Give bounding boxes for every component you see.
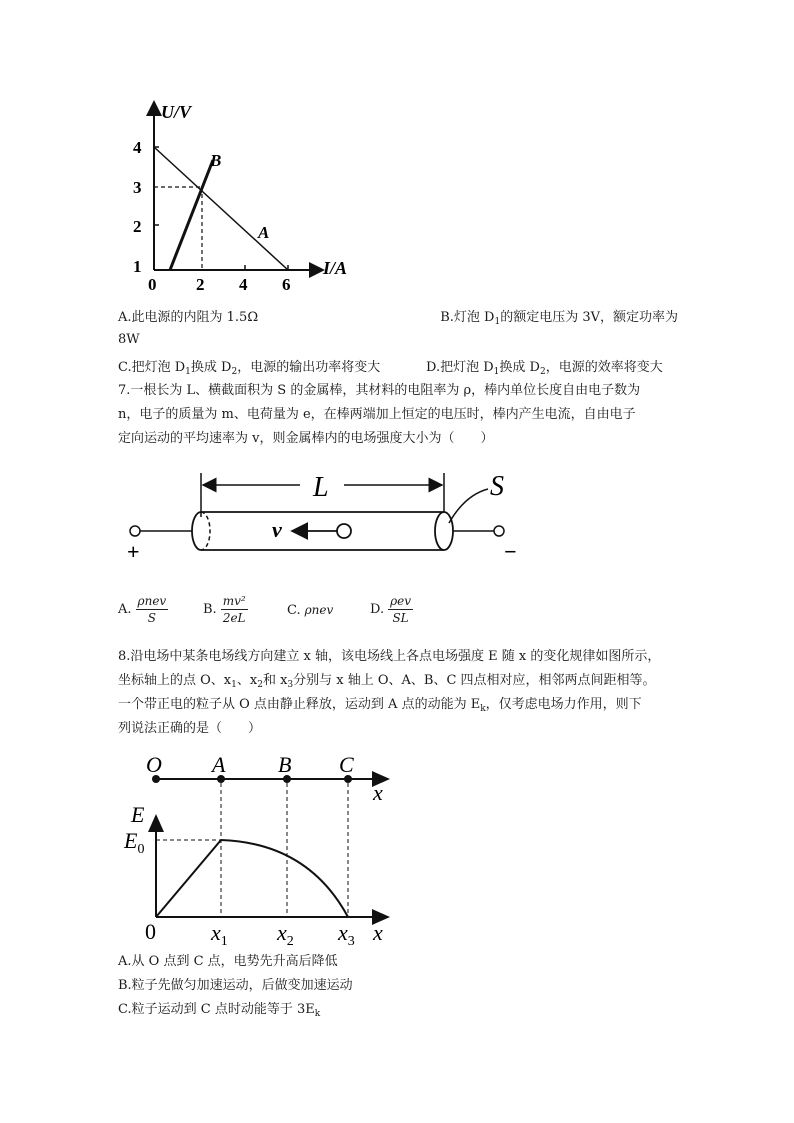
- label-S: S: [490, 471, 504, 502]
- label-L: L: [313, 472, 329, 503]
- label-A-top: A: [212, 752, 226, 777]
- label-E: E: [131, 802, 145, 827]
- terminal-negative: [494, 526, 504, 536]
- q7-option-c: C. ρnev: [287, 603, 334, 618]
- metal-rod-figure: [120, 465, 530, 565]
- label-origin: 0: [145, 919, 156, 944]
- q7-stem-line-2: n，电子的质量为 m、电荷量为 e，在棒两端加上恒定的电压时，棒内产生电流，自由电子: [118, 407, 636, 422]
- label-O: O: [146, 752, 162, 777]
- label-v: v: [272, 517, 282, 542]
- e-rising-segment: [156, 840, 221, 917]
- label-C-top: C: [339, 752, 354, 777]
- q6-option-c: C.把灯泡 $D_1$换成 $D_2$，电源的输出功率将变大: [118, 360, 381, 377]
- rod-left-end: [192, 512, 201, 550]
- label-plus: +: [127, 539, 140, 564]
- tick-x3: $x_3$: [338, 920, 355, 948]
- line-B: [170, 160, 213, 270]
- x-tick-0: 0: [148, 275, 157, 294]
- label-minus: −: [504, 539, 517, 564]
- electron: [337, 524, 351, 538]
- label-B-top: B: [278, 752, 292, 777]
- label-x-bottom: x: [373, 920, 383, 945]
- ui-graph-figure: [125, 96, 375, 296]
- q6-options-row-1: [118, 307, 678, 329]
- q8-stem-line-1: 8.沿电场中某条电场线方向建立 x 轴，该电场线上各点电场强度 E 随 x 的变化规律如图所示，: [118, 649, 661, 664]
- e-x-graph-figure: [118, 748, 398, 948]
- q7-stem-line-3: 定向运动的平均速率为 v，则金属棒内的电场强度大小为（ ）: [118, 431, 494, 446]
- x-tick-2: 2: [196, 275, 205, 294]
- x-axis-label: I/A: [323, 258, 348, 278]
- q8-option-c: C.粒子运动到 C 点时动能等于 $3E_k$: [118, 1002, 321, 1019]
- q6-option-b-wrap: 8W: [118, 332, 140, 347]
- y-axis-label: U/V: [161, 102, 192, 122]
- y-tick-3: 3: [133, 178, 142, 197]
- q7-option-d: D. $\frac{\text{ρev}}{SL}$: [370, 594, 412, 625]
- q8-stem-line-4: 列说法正确的是（ ）: [118, 721, 262, 736]
- y-tick-1: 1: [133, 257, 142, 276]
- tick-x1: $x_1$: [211, 920, 228, 948]
- x-tick-4: 4: [239, 275, 248, 294]
- terminal-positive: [130, 526, 140, 536]
- rod-right-end: [435, 512, 453, 550]
- y-tick-2: 2: [133, 217, 142, 236]
- y-tick-4: 4: [133, 138, 142, 157]
- q7-stem-line-1: 7.一根长为 L、横截面积为 S 的金属棒，其材料的电阻率为 ρ，棒内单位长度自由电子数为: [118, 383, 641, 398]
- q8-stem-line-2: 坐标轴上的点 O、$x_1$、$x_2$和 $x_3$分别与 x 轴上 O、A、B、C 四点相对应，相邻两点间距相等。: [118, 673, 656, 690]
- label-E0: $E_0$: [124, 828, 145, 857]
- label-A: A: [258, 223, 270, 242]
- q6-options-row-2: [118, 357, 678, 379]
- tick-x2: $x_2$: [277, 920, 294, 948]
- q7-option-a: A. $\frac{\text{ρnev}}{S}$: [118, 594, 167, 625]
- label-x-top: x: [373, 780, 383, 805]
- q8-option-a: A.从 O 点到 C 点，电势先升高后降低: [118, 954, 338, 969]
- q8-option-b: B.粒子先做匀加速运动，后做变加速运动: [118, 978, 353, 993]
- q6-option-d: D.把灯泡 $D_1$换成 $D_2$，电源的效率将变大: [426, 360, 663, 377]
- e-falling-curve: [221, 840, 348, 917]
- x-tick-6: 6: [282, 275, 291, 294]
- q6-option-a: A.此电源的内阻为 1.5Ω: [118, 310, 259, 325]
- q7-option-b: B. $\frac{\text{mv²}}{2eL}$: [203, 594, 246, 625]
- q8-stem-line-3: 一个带正电的粒子从 O 点由静止释放，运动到 A 点的动能为 $E_k$，仅考虑电场力作用，则下: [118, 697, 642, 714]
- label-B: B: [210, 151, 222, 170]
- q6-option-b: B.灯泡 $D_1$的额定电压为 3V，额定功率为: [440, 310, 678, 327]
